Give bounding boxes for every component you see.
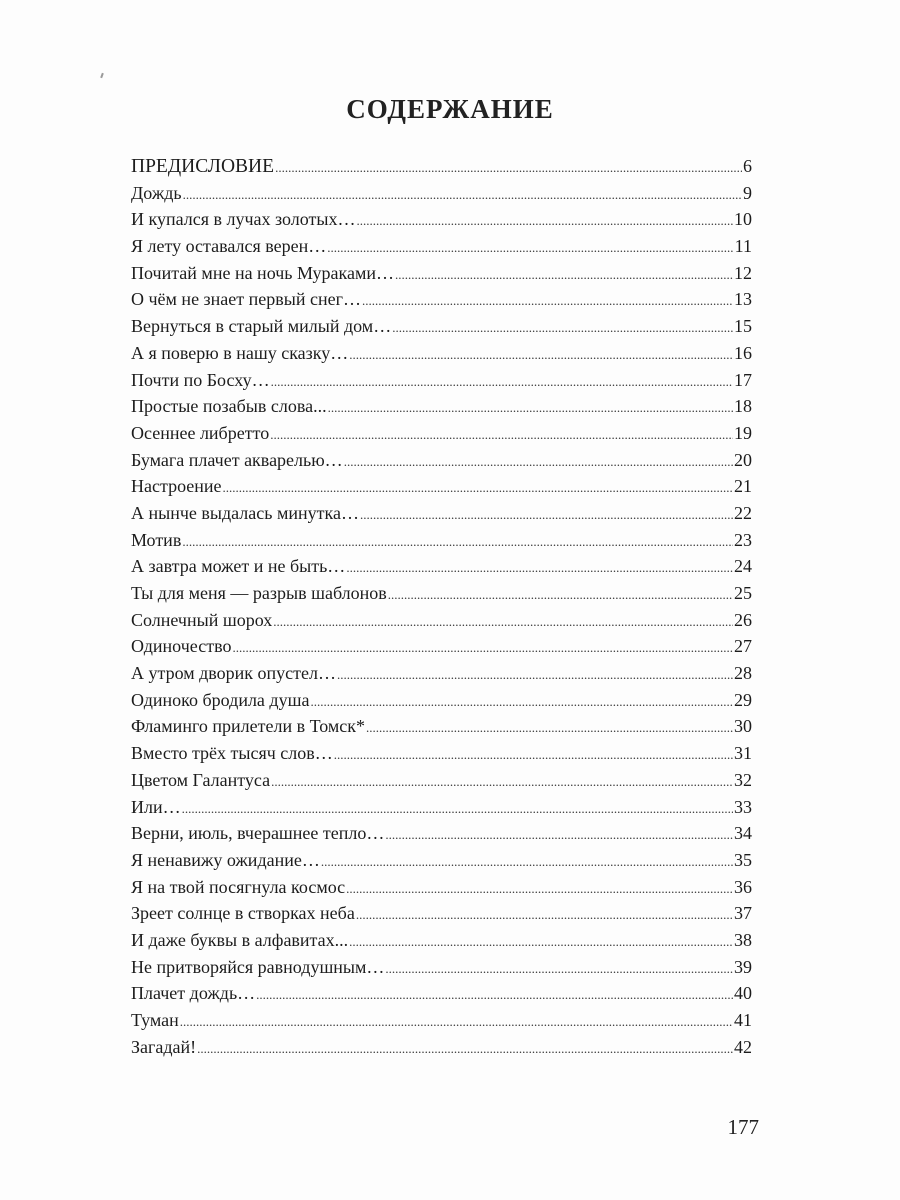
toc-entry-page: 30 <box>734 716 752 737</box>
toc-entry <box>131 367 752 394</box>
toc-entry-page: 32 <box>734 769 752 790</box>
toc-entry-title: Солнечный шорох <box>131 609 273 630</box>
toc-entry <box>131 553 752 580</box>
toc-entry-page: 35 <box>734 849 752 870</box>
toc-entry-title: Плачет дождь… <box>131 983 256 1004</box>
toc-entry-page: 39 <box>734 956 752 977</box>
dot-leader <box>346 874 733 903</box>
toc-entry <box>131 980 752 1007</box>
dot-leader <box>271 767 733 796</box>
toc-entry <box>131 527 752 554</box>
toc-entry <box>131 233 752 260</box>
toc-entry-title: Вернуться в старый милый дом… <box>131 316 392 337</box>
dot-leader <box>334 740 733 769</box>
toc-entry-page: 15 <box>734 316 752 337</box>
toc-entry-page: 41 <box>734 1010 752 1030</box>
toc-entry-page: 29 <box>734 689 752 710</box>
dot-leader <box>388 580 733 609</box>
dot-leader <box>395 260 733 289</box>
toc-entry-title: Бумага плачет акварелью… <box>131 449 343 470</box>
toc-entry <box>131 260 752 287</box>
toc-entry-title: Туман <box>131 1010 179 1030</box>
toc-entry <box>131 687 752 714</box>
table-of-contents <box>131 153 752 1060</box>
toc-entry <box>131 820 752 847</box>
dot-leader <box>344 447 733 476</box>
dot-leader <box>385 820 733 849</box>
dot-leader <box>270 420 733 449</box>
toc-entry <box>131 874 752 901</box>
toc-entry <box>131 713 752 740</box>
toc-entry-title: Почти по Босху… <box>131 369 270 390</box>
toc-entry-page: 42 <box>734 1036 752 1057</box>
dot-leader <box>366 713 733 742</box>
page-number: 177 <box>727 1115 759 1139</box>
page-speck-mark <box>100 73 104 78</box>
dot-leader <box>180 1007 733 1036</box>
toc-entry <box>131 1007 752 1034</box>
toc-entry <box>131 633 752 660</box>
toc-entry-page: 9 <box>743 182 752 203</box>
toc-entry-page: 6 <box>743 156 752 176</box>
toc-entry <box>131 500 752 527</box>
toc-entry-page: 31 <box>734 743 752 764</box>
toc-entry <box>131 767 752 794</box>
dot-leader <box>385 954 733 983</box>
dot-leader <box>232 633 733 662</box>
toc-entry <box>131 927 752 954</box>
toc-entry <box>131 206 752 233</box>
toc-entry-page: 11 <box>734 236 752 257</box>
dot-leader <box>362 286 733 315</box>
toc-entry-page: 21 <box>734 476 752 497</box>
dot-leader <box>356 900 733 929</box>
dot-leader <box>392 313 733 342</box>
toc-entry-title: Дождь <box>131 182 182 203</box>
toc-entry-title: Осеннее либретто <box>131 422 270 443</box>
toc-entry-title: А завтра может и не быть… <box>131 556 346 577</box>
toc-entry-page: 37 <box>734 903 752 924</box>
toc-entry <box>131 900 752 927</box>
toc-entry-page: 36 <box>734 876 752 897</box>
toc-entry-title: Или… <box>131 796 181 817</box>
dot-leader <box>321 847 733 876</box>
toc-entry <box>131 447 752 474</box>
page-title: СОДЕРЖАНИЕ <box>346 94 554 124</box>
toc-entry-title: Я лету оставался верен… <box>131 236 327 257</box>
toc-entry-page: 28 <box>734 663 752 684</box>
toc-entry-page: 25 <box>734 583 752 603</box>
toc-entry <box>131 847 752 874</box>
dot-leader <box>346 553 733 582</box>
dot-leader <box>183 180 742 209</box>
toc-entry-title: Я на твой посягнула космос <box>131 876 346 897</box>
toc-entry <box>131 313 752 340</box>
toc-entry-page: 23 <box>734 529 752 550</box>
toc-entry-page: 19 <box>734 422 752 443</box>
toc-entry-page: 26 <box>734 609 752 630</box>
toc-entry-title: А нынче выдалась минутка… <box>131 502 359 523</box>
toc-entry <box>131 153 752 180</box>
dot-leader <box>357 206 733 235</box>
toc-entry-title: Настроение <box>131 476 222 497</box>
toc-entry <box>131 660 752 687</box>
toc-entry-page: 18 <box>734 396 752 417</box>
toc-entry-page: 13 <box>734 289 752 310</box>
toc-entry-page: 27 <box>734 636 752 657</box>
toc-entry <box>131 794 752 821</box>
dot-leader <box>273 607 733 636</box>
dot-leader <box>349 340 733 369</box>
toc-entry-title: Почитай мне на ночь Мураками… <box>131 262 395 283</box>
toc-entry-title: А утром дворик опустел… <box>131 663 337 684</box>
toc-entry <box>131 393 752 420</box>
toc-entry <box>131 740 752 767</box>
dot-leader <box>197 1034 733 1063</box>
toc-entry-title: Вместо трёх тысяч слов… <box>131 743 333 764</box>
toc-entry-title: Загадай! <box>131 1036 197 1057</box>
dot-leader <box>360 500 733 529</box>
dot-leader <box>275 154 742 182</box>
dot-leader <box>182 794 733 823</box>
toc-entry <box>131 1034 752 1061</box>
dot-leader <box>349 927 733 956</box>
toc-entry <box>131 180 752 207</box>
toc-entry-page: 34 <box>734 823 752 844</box>
toc-entry-title: Я ненавижу ожидание… <box>131 849 320 870</box>
toc-entry-title: ПРЕДИСЛОВИЕ <box>131 156 275 177</box>
toc-entry-page: 10 <box>734 209 752 230</box>
toc-entry-title: Простые позабыв слова... <box>131 396 327 417</box>
dot-leader <box>337 660 733 689</box>
dot-leader <box>328 393 733 422</box>
toc-entry-title: Цветом Галантуса <box>131 769 271 790</box>
toc-entry-page: 17 <box>734 369 752 390</box>
toc-entry-page: 38 <box>734 929 752 950</box>
toc-entry-title: Одиночество <box>131 636 232 657</box>
toc-entry-title: Не притворяйся равнодушным… <box>131 956 385 977</box>
toc-entry-title: Верни, июль, вчерашнее тепло… <box>131 823 385 844</box>
toc-entry-title: Мотив <box>131 529 182 550</box>
toc-entry <box>131 954 752 981</box>
toc-entry-page: 12 <box>734 262 752 283</box>
dot-leader <box>271 367 733 396</box>
dot-leader <box>310 687 733 716</box>
toc-entry <box>131 473 752 500</box>
toc-entry-title: Фламинго прилетели в Томск* <box>131 716 366 737</box>
toc-entry-title: И даже буквы в алфавитах... <box>131 929 349 950</box>
toc-entry-page: 24 <box>734 556 752 577</box>
toc-entry <box>131 607 752 634</box>
toc-entry-page: 40 <box>734 983 752 1004</box>
toc-entry-title: Одиноко бродила душа <box>131 689 310 710</box>
toc-entry-page: 16 <box>734 342 752 363</box>
toc-entry-title: О чём не знает первый снег… <box>131 289 361 310</box>
toc-entry-page: 22 <box>734 502 752 523</box>
dot-leader <box>327 233 733 262</box>
dot-leader <box>182 527 733 556</box>
dot-leader <box>256 980 733 1009</box>
toc-entry-title: Ты для меня — разрыв шаблонов <box>131 583 387 603</box>
toc-entry-title: Зреет солнце в створках неба <box>131 903 355 924</box>
toc-entry-page: 20 <box>734 449 752 470</box>
toc-entry-page: 33 <box>734 796 752 817</box>
toc-entry <box>131 580 752 607</box>
dot-leader <box>223 473 733 502</box>
toc-entry <box>131 340 752 367</box>
toc-entry <box>131 286 752 313</box>
toc-entry-title: И купался в лучах золотых… <box>131 209 356 230</box>
toc-entry <box>131 420 752 447</box>
toc-entry-title: А я поверю в нашу сказку… <box>131 342 349 363</box>
